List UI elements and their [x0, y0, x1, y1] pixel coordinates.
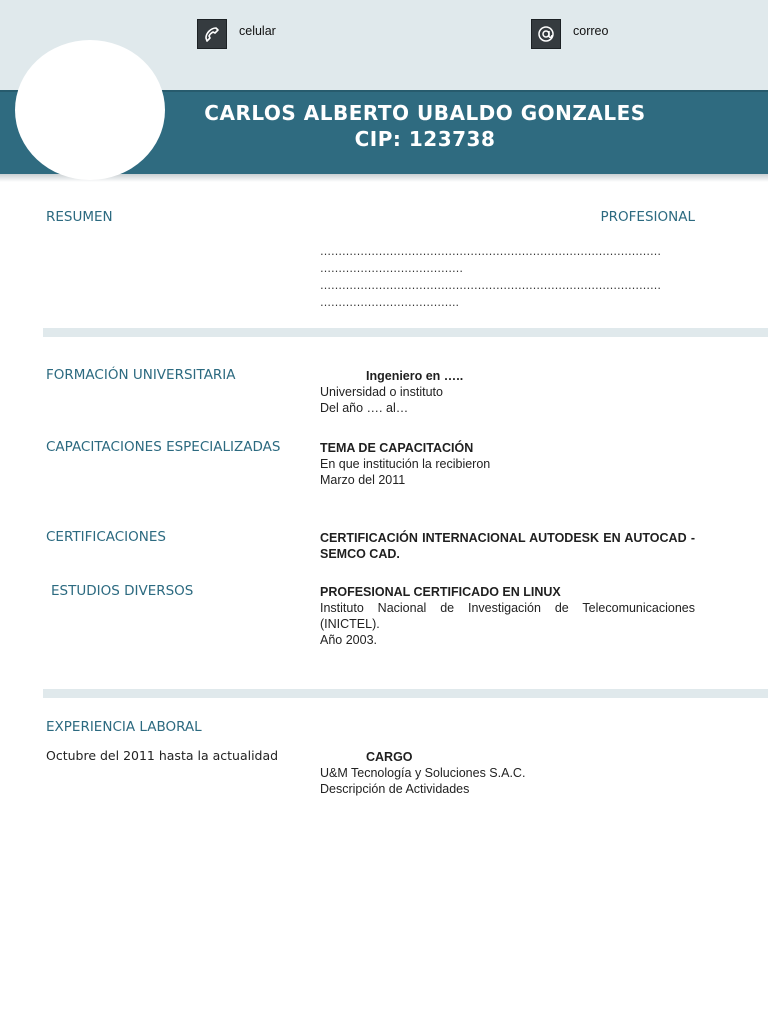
phone-label: celular	[239, 24, 276, 38]
company: U&M Tecnología y Soluciones S.A.C.	[320, 766, 526, 780]
avatar	[15, 40, 165, 180]
training-date: Marzo del 2011	[320, 473, 406, 487]
study-institution: Instituto Nacional de Investigación de Telecomunicaciones (INICTEL).	[320, 601, 695, 631]
training-topic: TEMA DE CAPACITACIÓN	[320, 441, 474, 455]
resumen-line: …………………………………………………………………………………	[320, 279, 661, 292]
training-institution: En que institución la recibieron	[320, 457, 491, 471]
degree: Ingeniero en …..	[366, 369, 464, 383]
certification: CERTIFICACIÓN INTERNACIONAL AUTODESK EN AUTOCAD - SEMCO CAD.	[320, 531, 695, 561]
at-sign-icon	[531, 19, 561, 49]
estudios-details	[320, 584, 695, 648]
study-heading: PROFESIONAL CERTIFICADO EN LINUX	[320, 585, 561, 599]
email-label: correo	[573, 24, 609, 38]
section-title-certificaciones: CERTIFICACIONES	[46, 529, 166, 545]
email-contact	[531, 19, 608, 49]
certificaciones-details	[320, 530, 695, 562]
experiencia-details	[320, 749, 695, 797]
resumen-line: …………………………………	[320, 262, 463, 275]
phone-icon	[197, 19, 227, 49]
study-year: Año 2003.	[320, 633, 377, 647]
full-name: CARLOS ALBERTO UBALDO GONZALES	[204, 101, 646, 125]
section-title-estudios: ESTUDIOS DIVERSOS	[51, 583, 194, 599]
capacitaciones-details	[320, 440, 695, 488]
section-title-formacion: FORMACIÓN UNIVERSITARIA	[46, 367, 236, 383]
years: Del año …. al…	[320, 401, 409, 415]
job-role: CARGO	[366, 750, 413, 764]
phone-contact	[197, 19, 276, 49]
job-description: Descripción de Actividades	[320, 782, 470, 796]
resumen-line: …………………………………………………………………………………	[320, 245, 661, 258]
resumen-text	[320, 243, 695, 311]
section-title-resumen: RESUMEN	[46, 209, 113, 225]
experience-period: Octubre del 2011 hasta la actualidad	[46, 748, 279, 763]
section-divider	[43, 689, 768, 698]
section-title-profesional: PROFESIONAL	[600, 209, 695, 225]
section-title-capacitaciones: CAPACITACIONES ESPECIALIZADAS	[46, 439, 281, 455]
section-divider	[43, 328, 768, 337]
institution: Universidad o instituto	[320, 385, 443, 399]
cip-number: CIP: 123738	[354, 127, 496, 151]
resumen-line: ………………………………..	[320, 296, 459, 309]
section-title-experiencia: EXPERIENCIA LABORAL	[46, 719, 202, 735]
formacion-details	[320, 368, 695, 416]
